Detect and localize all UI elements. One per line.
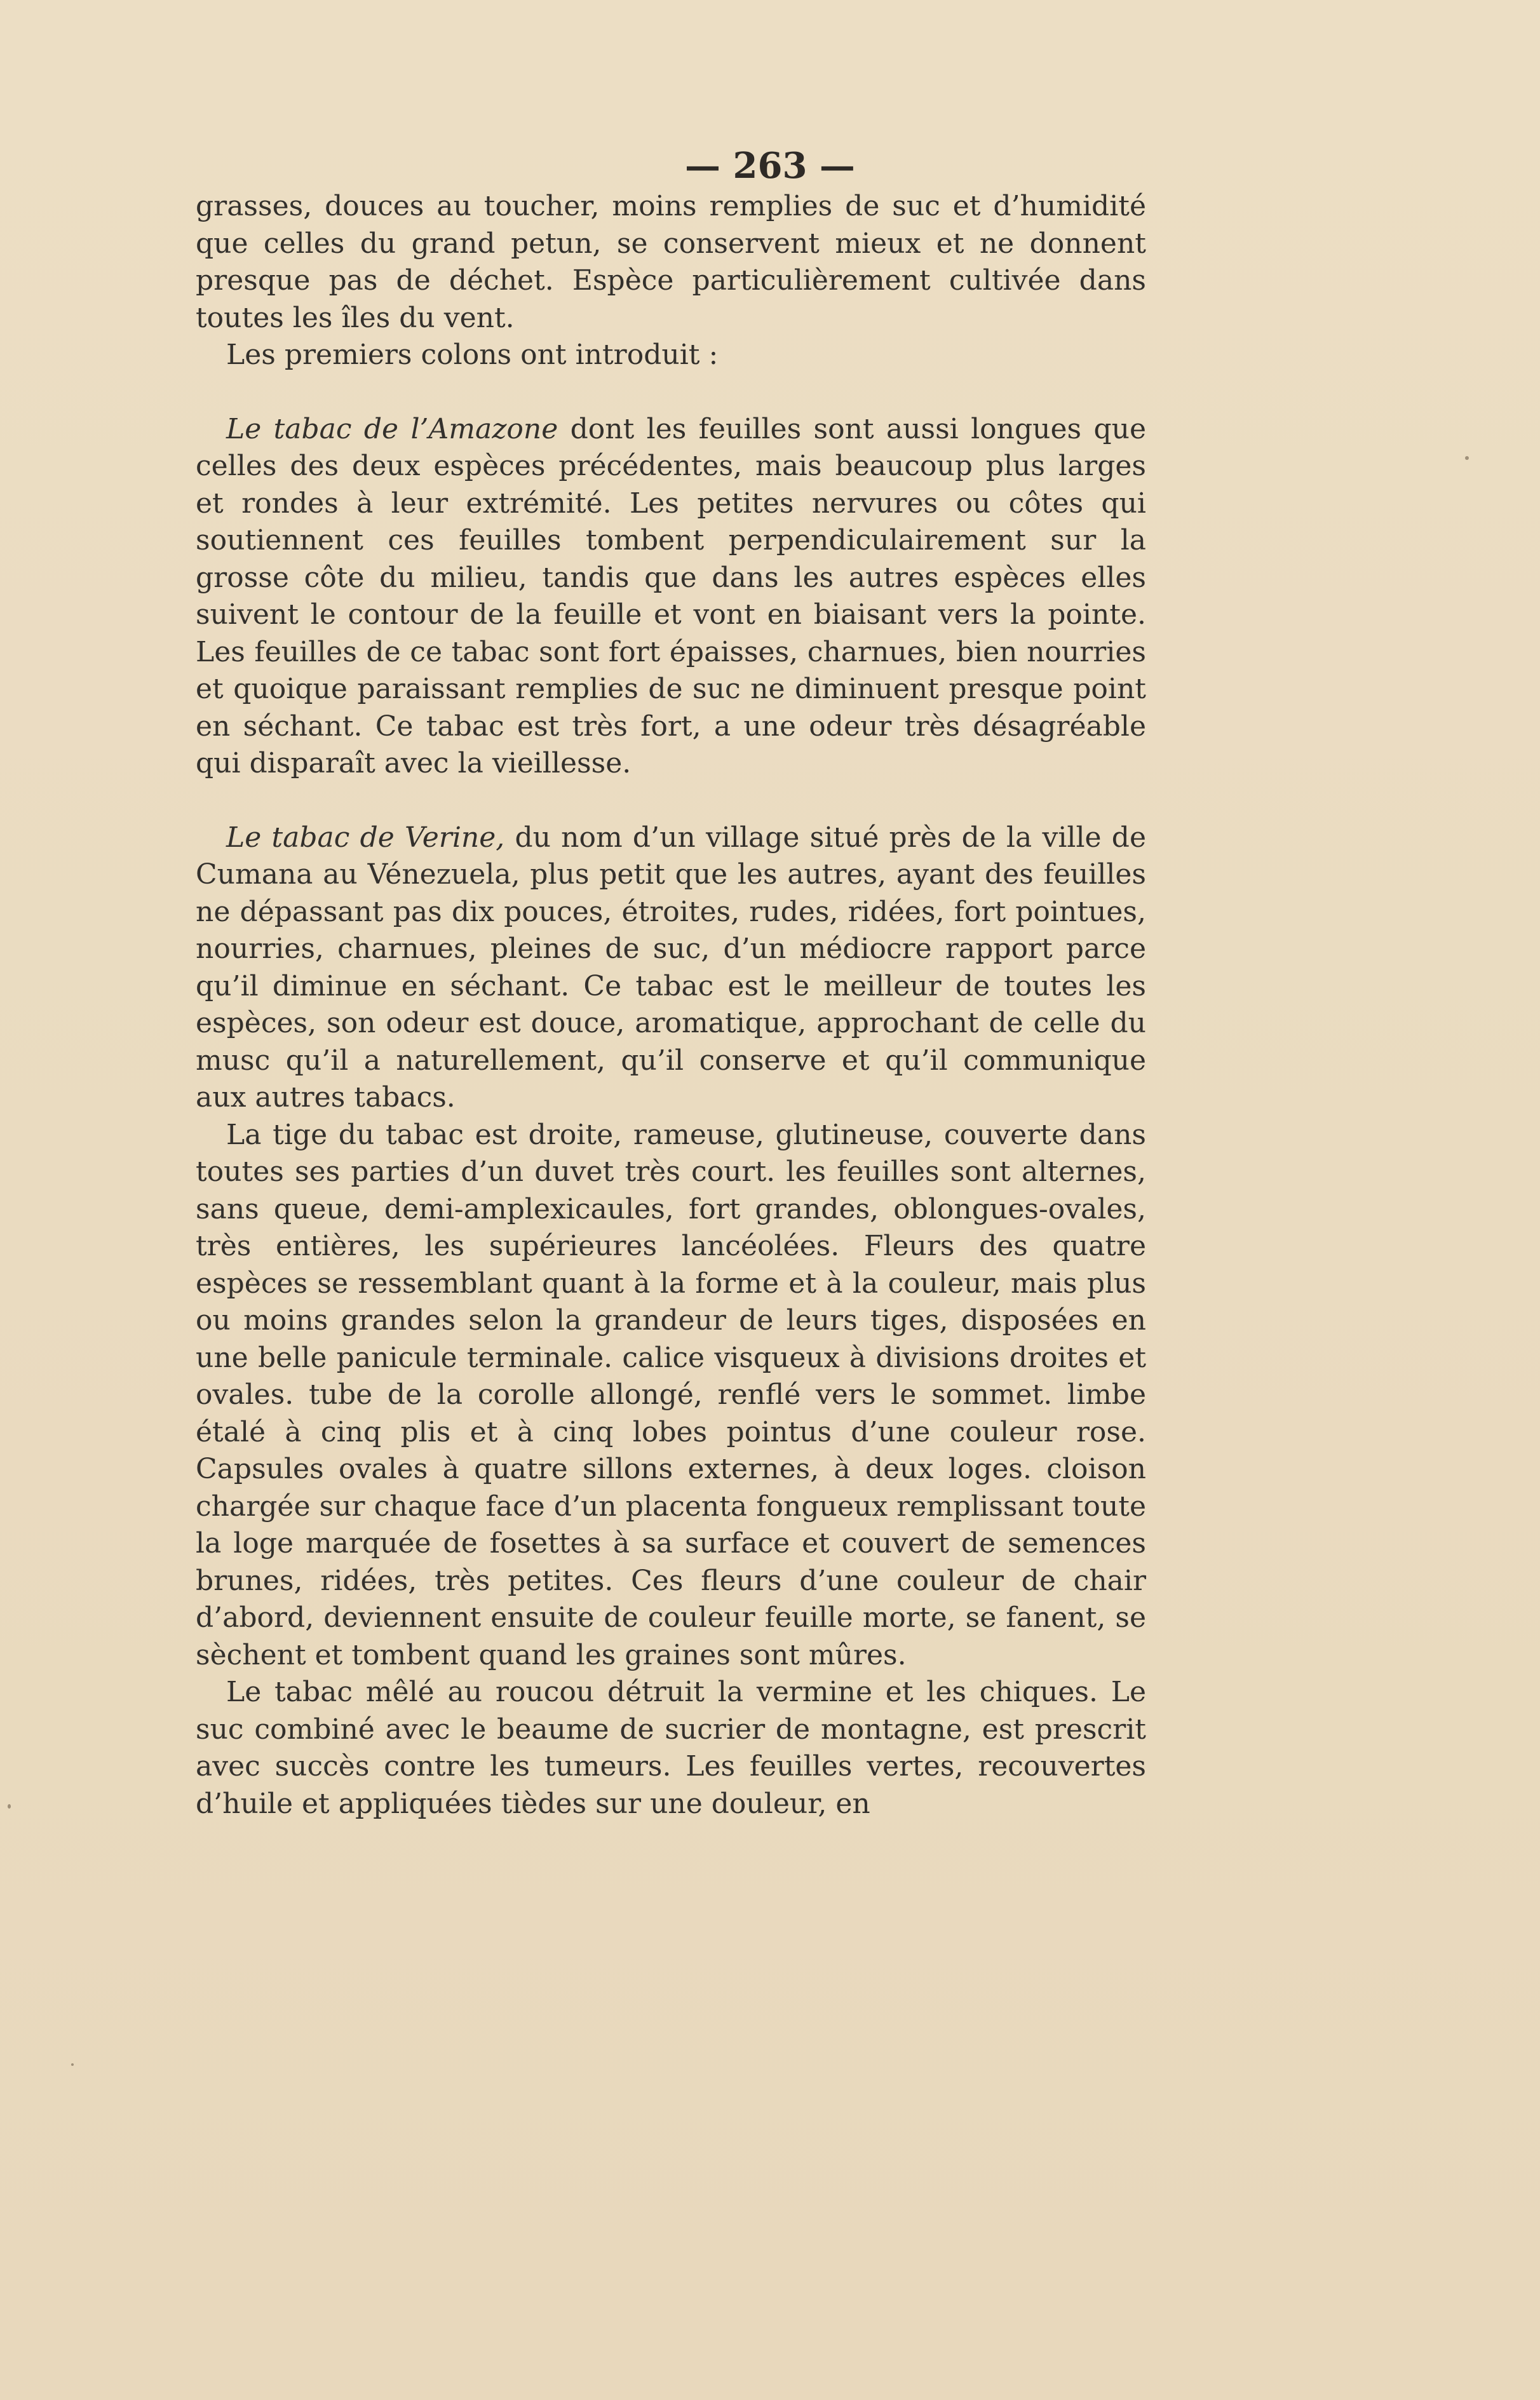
page-number: — 263 —	[685, 145, 855, 187]
body-text	[196, 188, 1146, 1823]
paper-speck	[8, 1804, 11, 1809]
species-title-verine: Le tabac de Verine,	[226, 821, 505, 854]
paragraph-continuation: grasses, douces au toucher, moins remplies de suc et d’humidité que celles du grand petun, se conservent mieux et ne donnent presque pas de déchet. Espèce particulièrement cultivée dans toutes les îles du vent.	[196, 190, 1146, 334]
paragraph-verine	[196, 819, 1146, 1117]
paper-speck	[71, 2063, 74, 2066]
paragraph-description: La tige du tabac est droite, rameuse, glutineuse, couverte dans toutes ses parties d’un duvet très court. les feuilles sont alternes, sans queue, demi-amplexicaules, fort grandes, oblongues-ovales, très entières, les supérieures lancéolées. Fleurs des quatre espèces se ressemblant quant à la forme et à la couleur, mais plus ou moins grandes selon la grandeur de leurs tiges, disposées en une belle panicule terminale. calice visqueux à divisions droites et ovales. tube de la corolle allongé, renflé vers le sommet. limbe étalé à cinq plis et à cinq lobes pointus d’une couleur rose. Capsules ovales à quatre sillons externes, à deux loges. cloison chargée sur chaque face d’un placenta fongueux remplissant toute la loge marquée de fosettes à sa surface et couvert de semences brunes, ridées, très petites. Ces fleurs d’une couleur de chair d’abord, deviennent ensuite de couleur feuille morte, se fanent, se sèchent et tombent quand les graines sont mûres.	[196, 1118, 1146, 1671]
species-text-amazone: dont les feuilles sont aussi longues que celles des deux espèces précédentes, mais beaucoup plus larges et rondes à leur extrémité. Les petites nervures ou côtes qui soutiennent ces feuilles tombent perpendiculairement sur la grosse côte du milieu, tandis que dans les autres espèces elles suivent le contour de la feuille et vont en biaisant vers la pointe. Les feuilles de ce tabac sont fort épaisses, charnues, bien nourries et quoique paraissant remplies de suc ne diminuent presque point en séchant. Ce tabac est très fort, a une odeur très désagréable qui disparaît avec la vieillesse.	[196, 412, 1146, 779]
paragraph-intro: Les premiers colons ont introduit :	[226, 339, 719, 371]
paragraph-amazone	[196, 411, 1146, 783]
species-text-verine: du nom d’un village situé près de la ville de Cumana au Vénezuela, plus petit que les autres, ayant des feuilles ne dépassant pas dix pouces, étroites, rudes, ridées, fort pointues, nourries, charnues, pleines de suc, d’un médiocre rapport parce qu’il diminue en séchant. Ce tabac est le meilleur de toutes les espèces, son odeur est douce, aromatique, approchant de celle du musc qu’il a naturellement, qu’il conserve et qu’il communique aux autres tabacs.	[196, 821, 1146, 1114]
species-title-amazone: Le tabac de l’Amazone	[226, 412, 558, 445]
paper-speck	[1465, 456, 1469, 460]
paragraph-uses: Le tabac mêlé au roucou détruit la vermine et les chiques. Le suc combiné avec le beaume de sucrier de montagne, est prescrit avec succès contre les tumeurs. Les feuilles vertes, recouvertes d’huile et appliquées tièdes sur une douleur, en	[196, 1676, 1146, 1820]
